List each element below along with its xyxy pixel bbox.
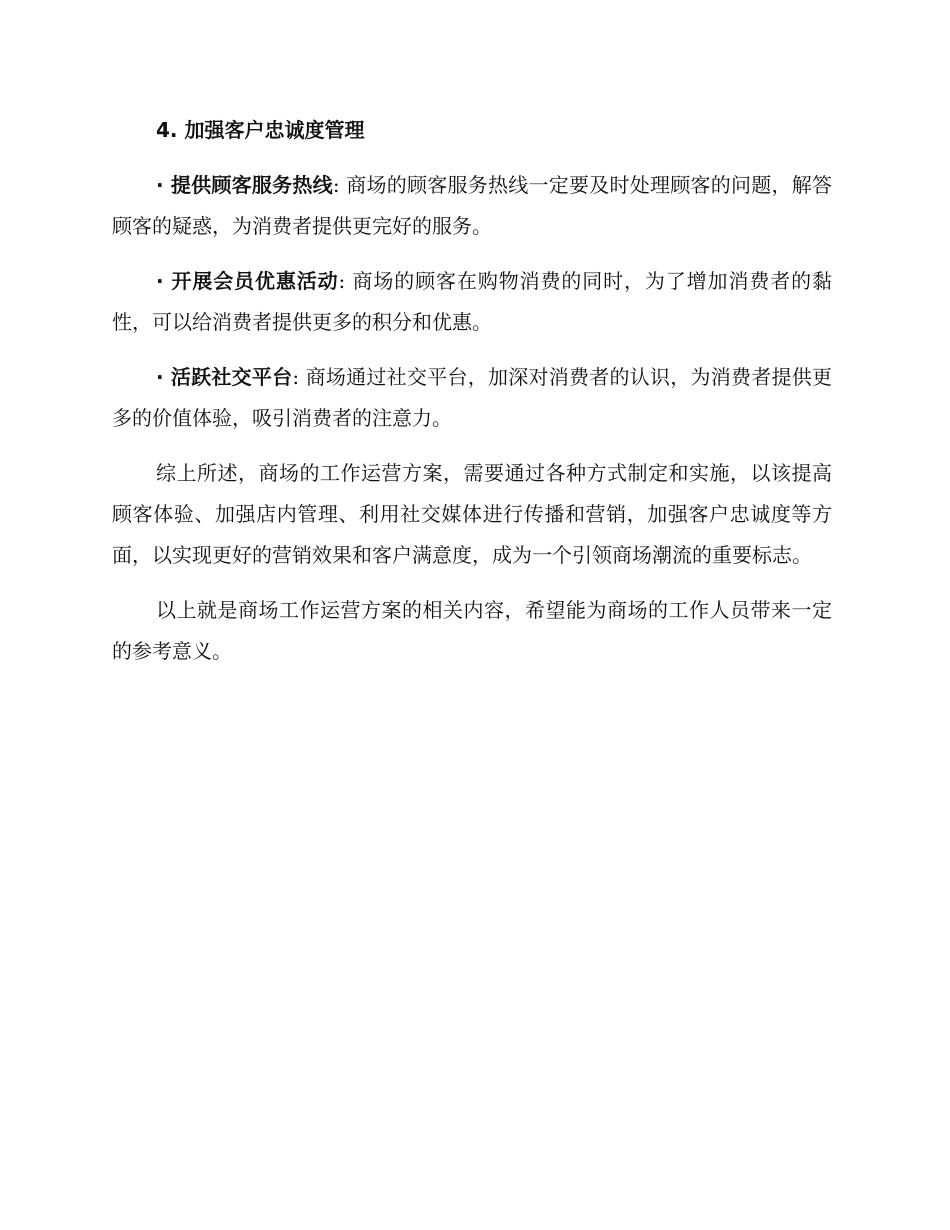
section-heading: 4. 加强客户忠诚度管理 [156, 118, 365, 142]
bullet-lead: · 提供顾客服务热线 [156, 173, 333, 197]
document-body [112, 110, 832, 686]
bullet-lead: · 活跃社交平台 [156, 365, 293, 389]
bullet-lead: · 开展会员优惠活动 [156, 269, 339, 293]
closing-paragraph: 以上就是商场工作运营方案的相关内容，希望能为商场的工作人员带来一定的参考意义。 [112, 598, 832, 663]
bullet-paragraph-hotline [112, 165, 832, 247]
bullet-paragraph-membership [112, 261, 832, 343]
bullet-text: : 商场的顾客服务热线一定要及时处理顾客的问题，解答顾客的疑惑，为消费者提供更完好的服务。 [112, 173, 832, 238]
bullet-paragraph-social [112, 357, 832, 439]
summary-paragraph: 综上所述，商场的工作运营方案，需要通过各种方式制定和实施，以该提高顾客体验、加强店内管理、利用社交媒体进行传播和营销，加强客户忠诚度等方面，以实现更好的营销效果和客户满意度，成为一个引领商场潮流的重要标志。 [112, 461, 832, 567]
bullet-text: : 商场通过社交平台，加深对消费者的认识，为消费者提供更多的价值体验，吸引消费者的注意力。 [112, 365, 832, 430]
bullet-text: : 商场的顾客在购物消费的同时，为了增加消费者的黏性，可以给消费者提供更多的积分和优惠。 [112, 269, 832, 334]
